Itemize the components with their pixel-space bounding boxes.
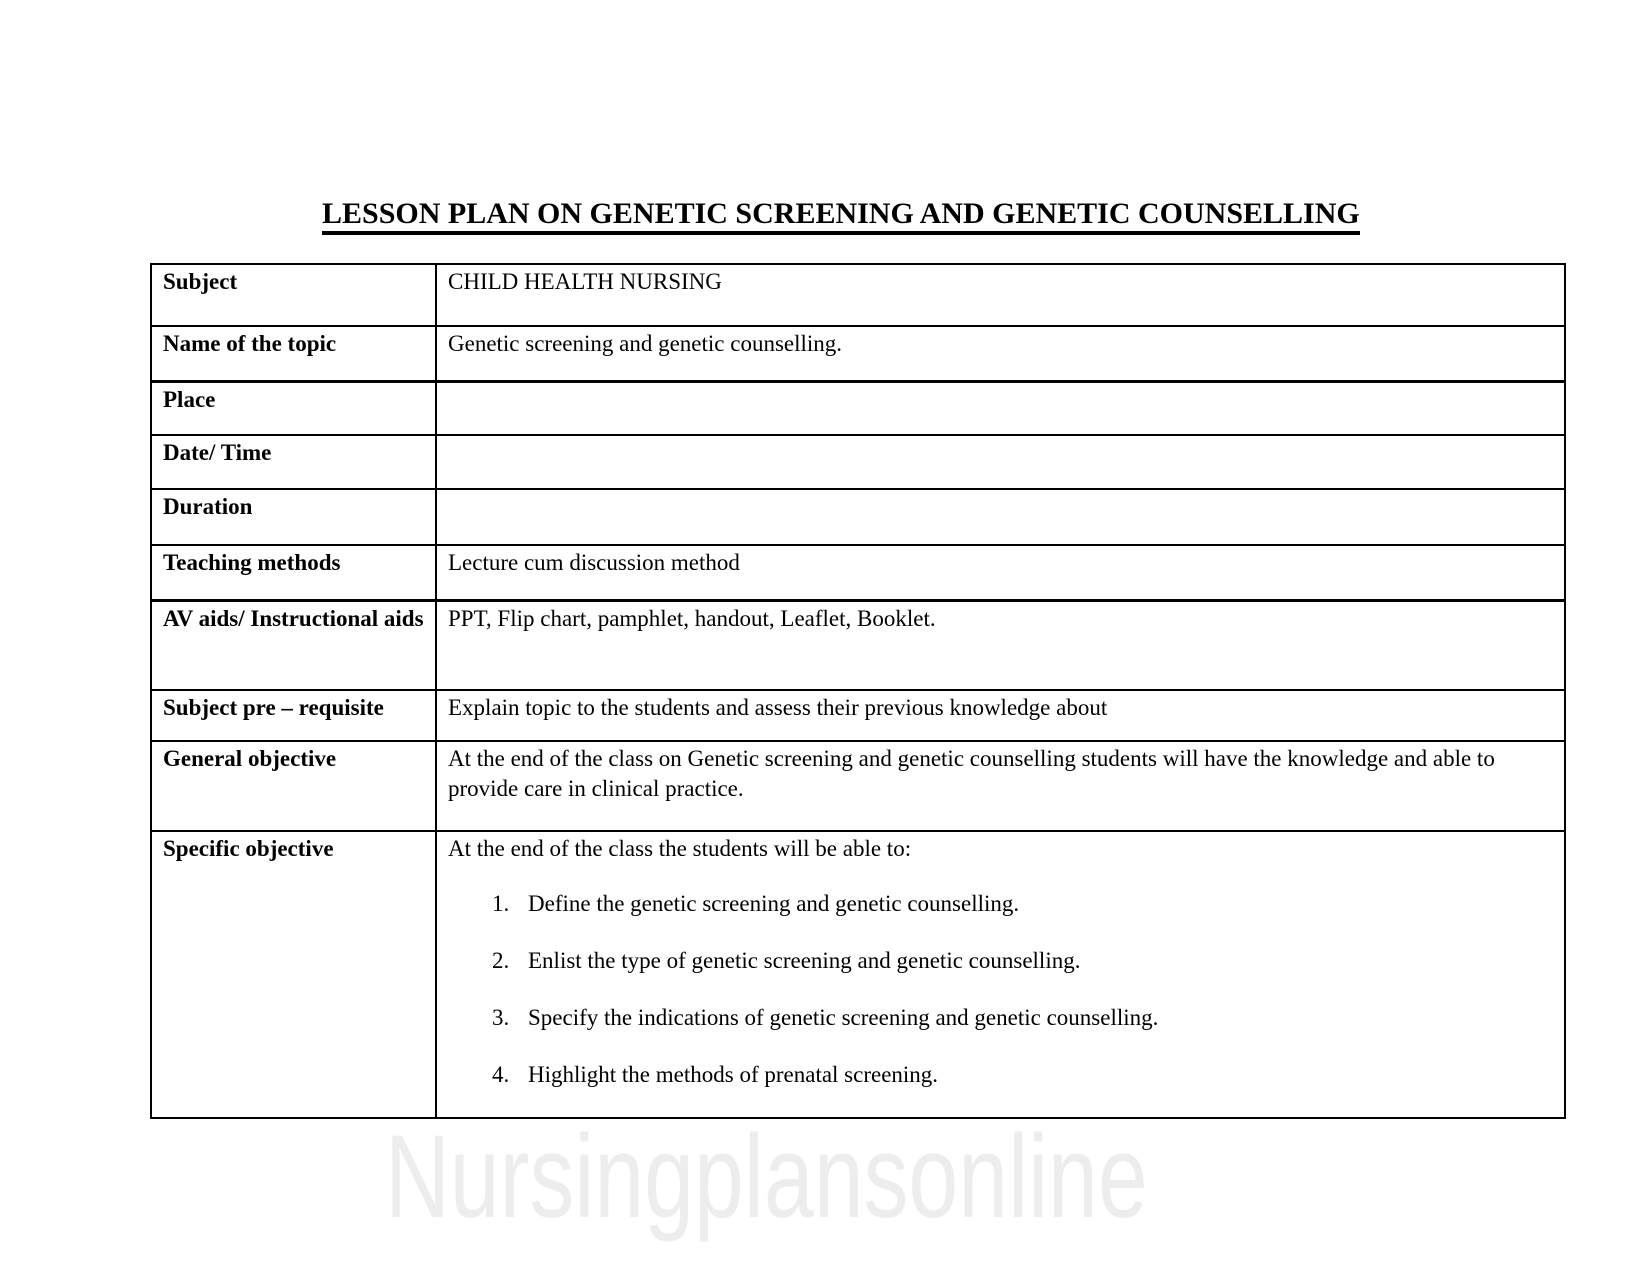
row-value-specific-objective: [436, 831, 1565, 1118]
list-item-text: Define the genetic screening and genetic counselling.: [528, 891, 1020, 916]
table-row-general-objective: [151, 741, 1565, 831]
row-value-place: [436, 381, 1565, 435]
nursingplansonline-watermark: Nursingplansonline: [385, 1111, 1148, 1243]
row-label-topic: Name of the topic: [151, 326, 436, 381]
row-value-pre-requisite: Explain topic to the students and assess their previous knowledge about: [436, 690, 1565, 741]
page-title: LESSON PLAN ON GENETIC SCREENING AND GENETIC COUNSELLING: [322, 197, 1360, 235]
specific-objective-intro: At the end of the class the students will be able to:: [448, 836, 912, 861]
table-row-topic: [151, 326, 1565, 381]
row-label-teaching-methods: Teaching methods: [151, 545, 436, 600]
row-label-place: Place: [151, 381, 436, 435]
table-row-pre-requisite: [151, 690, 1565, 741]
list-item-text: Specify the indications of genetic screening and genetic counselling.: [528, 1005, 1159, 1030]
row-label-general-objective: General objective: [151, 741, 436, 831]
list-item-number: 1.: [492, 891, 510, 916]
specific-objective-list: [448, 889, 1556, 1090]
table-row-duration: [151, 489, 1565, 545]
list-item-text: Enlist the type of genetic screening and genetic counselling.: [528, 948, 1081, 973]
table-row-subject: [151, 264, 1565, 326]
list-item: [492, 946, 1556, 976]
table-row-av-aids: [151, 600, 1565, 690]
row-label-specific-objective: Specific objective: [151, 831, 436, 1118]
row-label-duration: Duration: [151, 489, 436, 545]
list-item-number: 2.: [492, 948, 510, 973]
row-value-general-objective: At the end of the class on Genetic screening and genetic counselling students will have the knowledge and able to provide care in clinical practice.: [436, 741, 1565, 831]
table-row-date-time: [151, 435, 1565, 489]
row-value-date-time: [436, 435, 1565, 489]
row-label-av-aids: AV aids/ Instructional aids: [151, 600, 436, 690]
row-label-pre-requisite: Subject pre – requisite: [151, 690, 436, 741]
table-row-place: [151, 381, 1565, 435]
list-item: [492, 1060, 1556, 1090]
list-item-number: 4.: [492, 1062, 510, 1087]
list-item-text: Highlight the methods of prenatal screening.: [528, 1062, 939, 1087]
lesson-plan-table: [150, 263, 1566, 1119]
row-value-topic: Genetic screening and genetic counselling.: [436, 326, 1565, 381]
list-item: [492, 889, 1556, 919]
row-label-date-time: Date/ Time: [151, 435, 436, 489]
row-value-subject: CHILD HEALTH NURSING: [436, 264, 1565, 326]
table-row-teaching-methods: [151, 545, 1565, 600]
row-value-av-aids: PPT, Flip chart, pamphlet, handout, Leaflet, Booklet.: [436, 600, 1565, 690]
list-item-number: 3.: [492, 1005, 510, 1030]
table-row-specific-objective: [151, 831, 1565, 1118]
list-item: [492, 1003, 1556, 1033]
row-value-teaching-methods: Lecture cum discussion method: [436, 545, 1565, 600]
row-label-subject: Subject: [151, 264, 436, 326]
row-value-duration: [436, 489, 1565, 545]
